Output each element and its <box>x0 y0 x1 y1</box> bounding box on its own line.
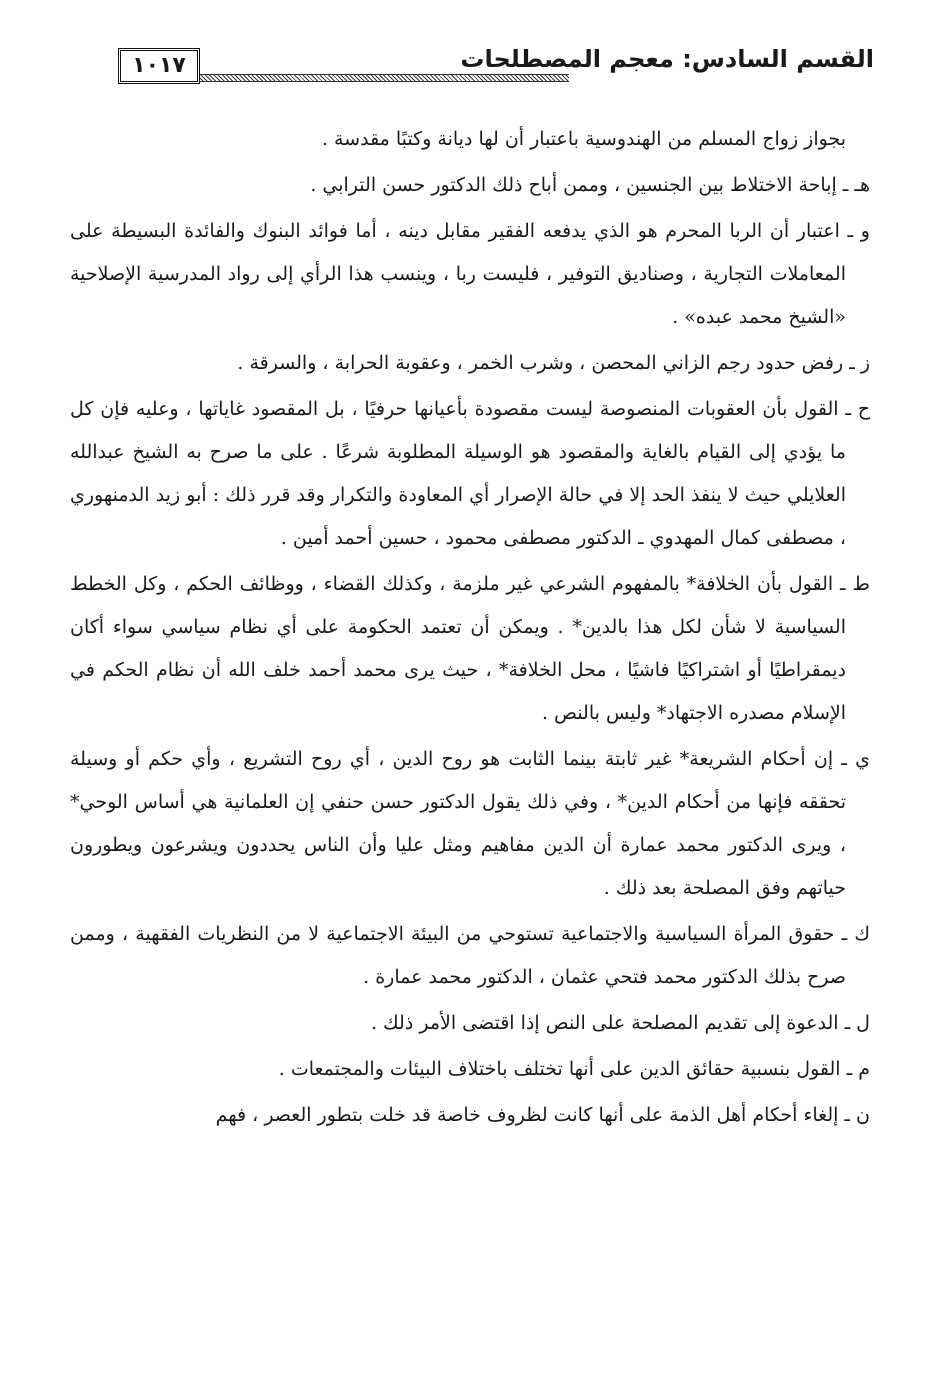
page-body <box>70 118 870 1140</box>
list-item: ي ـ إن أحكام الشريعة* غير ثابتة بينما الثابت هو روح الدين ، أي روح التشريع ، وأي حكم أو وسيلة تحققه فإنها من أحكام الدين* ، وفي ذلك يقول الدكتور حسن حنفي إن العلمانية هي أساس الوحي* ، ويرى الدكتور محمد عمارة أن الدين مفاهيم ومثل عليا وأن الناس يحددون ويشرعون ويطورون حياتهم وفق المصلحة بعد ذلك . <box>70 748 870 899</box>
list-item: و ـ اعتبار أن الربا المحرم هو الذي يدفعه الفقير مقابل دينه ، أما فوائد البنوك والفائدة البسيطة على المعاملات التجارية ، وصناديق التوفير ، فليست ربا ، وينسب هذا الرأي إلى رواد المدرسية الإصلاحية «الشيخ محمد عبده» . <box>70 220 870 328</box>
list-item: م ـ القول بنسبية حقائق الدين على أنها تختلف باختلاف البيئات والمجتمعات . <box>278 1058 870 1080</box>
list-item: ك ـ حقوق المرأة السياسية والاجتماعية تستوحي من البيئة الاجتماعية لا من النظريات الفقهية ، وممن صرح بذلك الدكتور محمد فتحي عثمان ، الدكتور محمد عمارة . <box>70 923 870 988</box>
list-item: ز ـ رفض حدود رجم الزاني المحصن ، وشرب الخمر ، وعقوبة الحرابة ، والسرقة . <box>237 352 870 374</box>
page-number: ١٠١٧ <box>118 48 200 84</box>
list-item: ل ـ الدعوة إلى تقديم المصلحة على النص إذا اقتضى الأمر ذلك . <box>370 1012 870 1034</box>
section-title: القسم السادس: معجم المصطلحات <box>460 45 874 73</box>
list-item: ن ـ إلغاء أحكام أهل الذمة على أنها كانت لظروف خاصة قد خلت بتطور العصر ، فهم <box>215 1104 870 1126</box>
list-item: ط ـ القول بأن الخلافة* بالمفهوم الشرعي غير ملزمة ، وكذلك القضاء ، ووظائف الحكم ، وكل الخطط السياسية لا شأن لكل هذا بالدين* . ويمكن أن تعتمد الحكومة على أي نظام سياسي سواء أكان ديمقراطيًا أو اشتراكيًا فاشيًا ، محل الخلافة* ، حيث يرى محمد أحمد خلف الله أن نظام الحكم في الإسلام مصدره الاجتهاد* وليس بالنص . <box>70 573 870 724</box>
paragraph: بجواز زواج المسلم من الهندوسية باعتبار أن لها ديانة وكتبًا مقدسة . <box>321 128 846 150</box>
list-item: هـ ـ إباحة الاختلاط بين الجنسين ، وممن أباح ذلك الدكتور حسن الترابي . <box>310 174 870 196</box>
page-header <box>70 40 874 86</box>
list-item: ح ـ القول بأن العقوبات المنصوصة ليست مقصودة بأعيانها حرفيًا ، بل المقصود غاياتها ، وعليه فإن كل ما يؤدي إلى القيام بالغاية والمقصود هو الوسيلة المطلوبة شرعًا . على ما صرح به الشيخ عبدالله العلايلي حيث لا ينفذ الحد إلا في حالة الإصرار أي المعاودة والتكرار وقد قرر ذلك : أبو زيد الدمنهوري ، مصطفى كمال المهدوي ـ الدكتور مصطفى محمود ، حسين أحمد أمين . <box>70 398 870 549</box>
header-rule <box>198 74 569 82</box>
